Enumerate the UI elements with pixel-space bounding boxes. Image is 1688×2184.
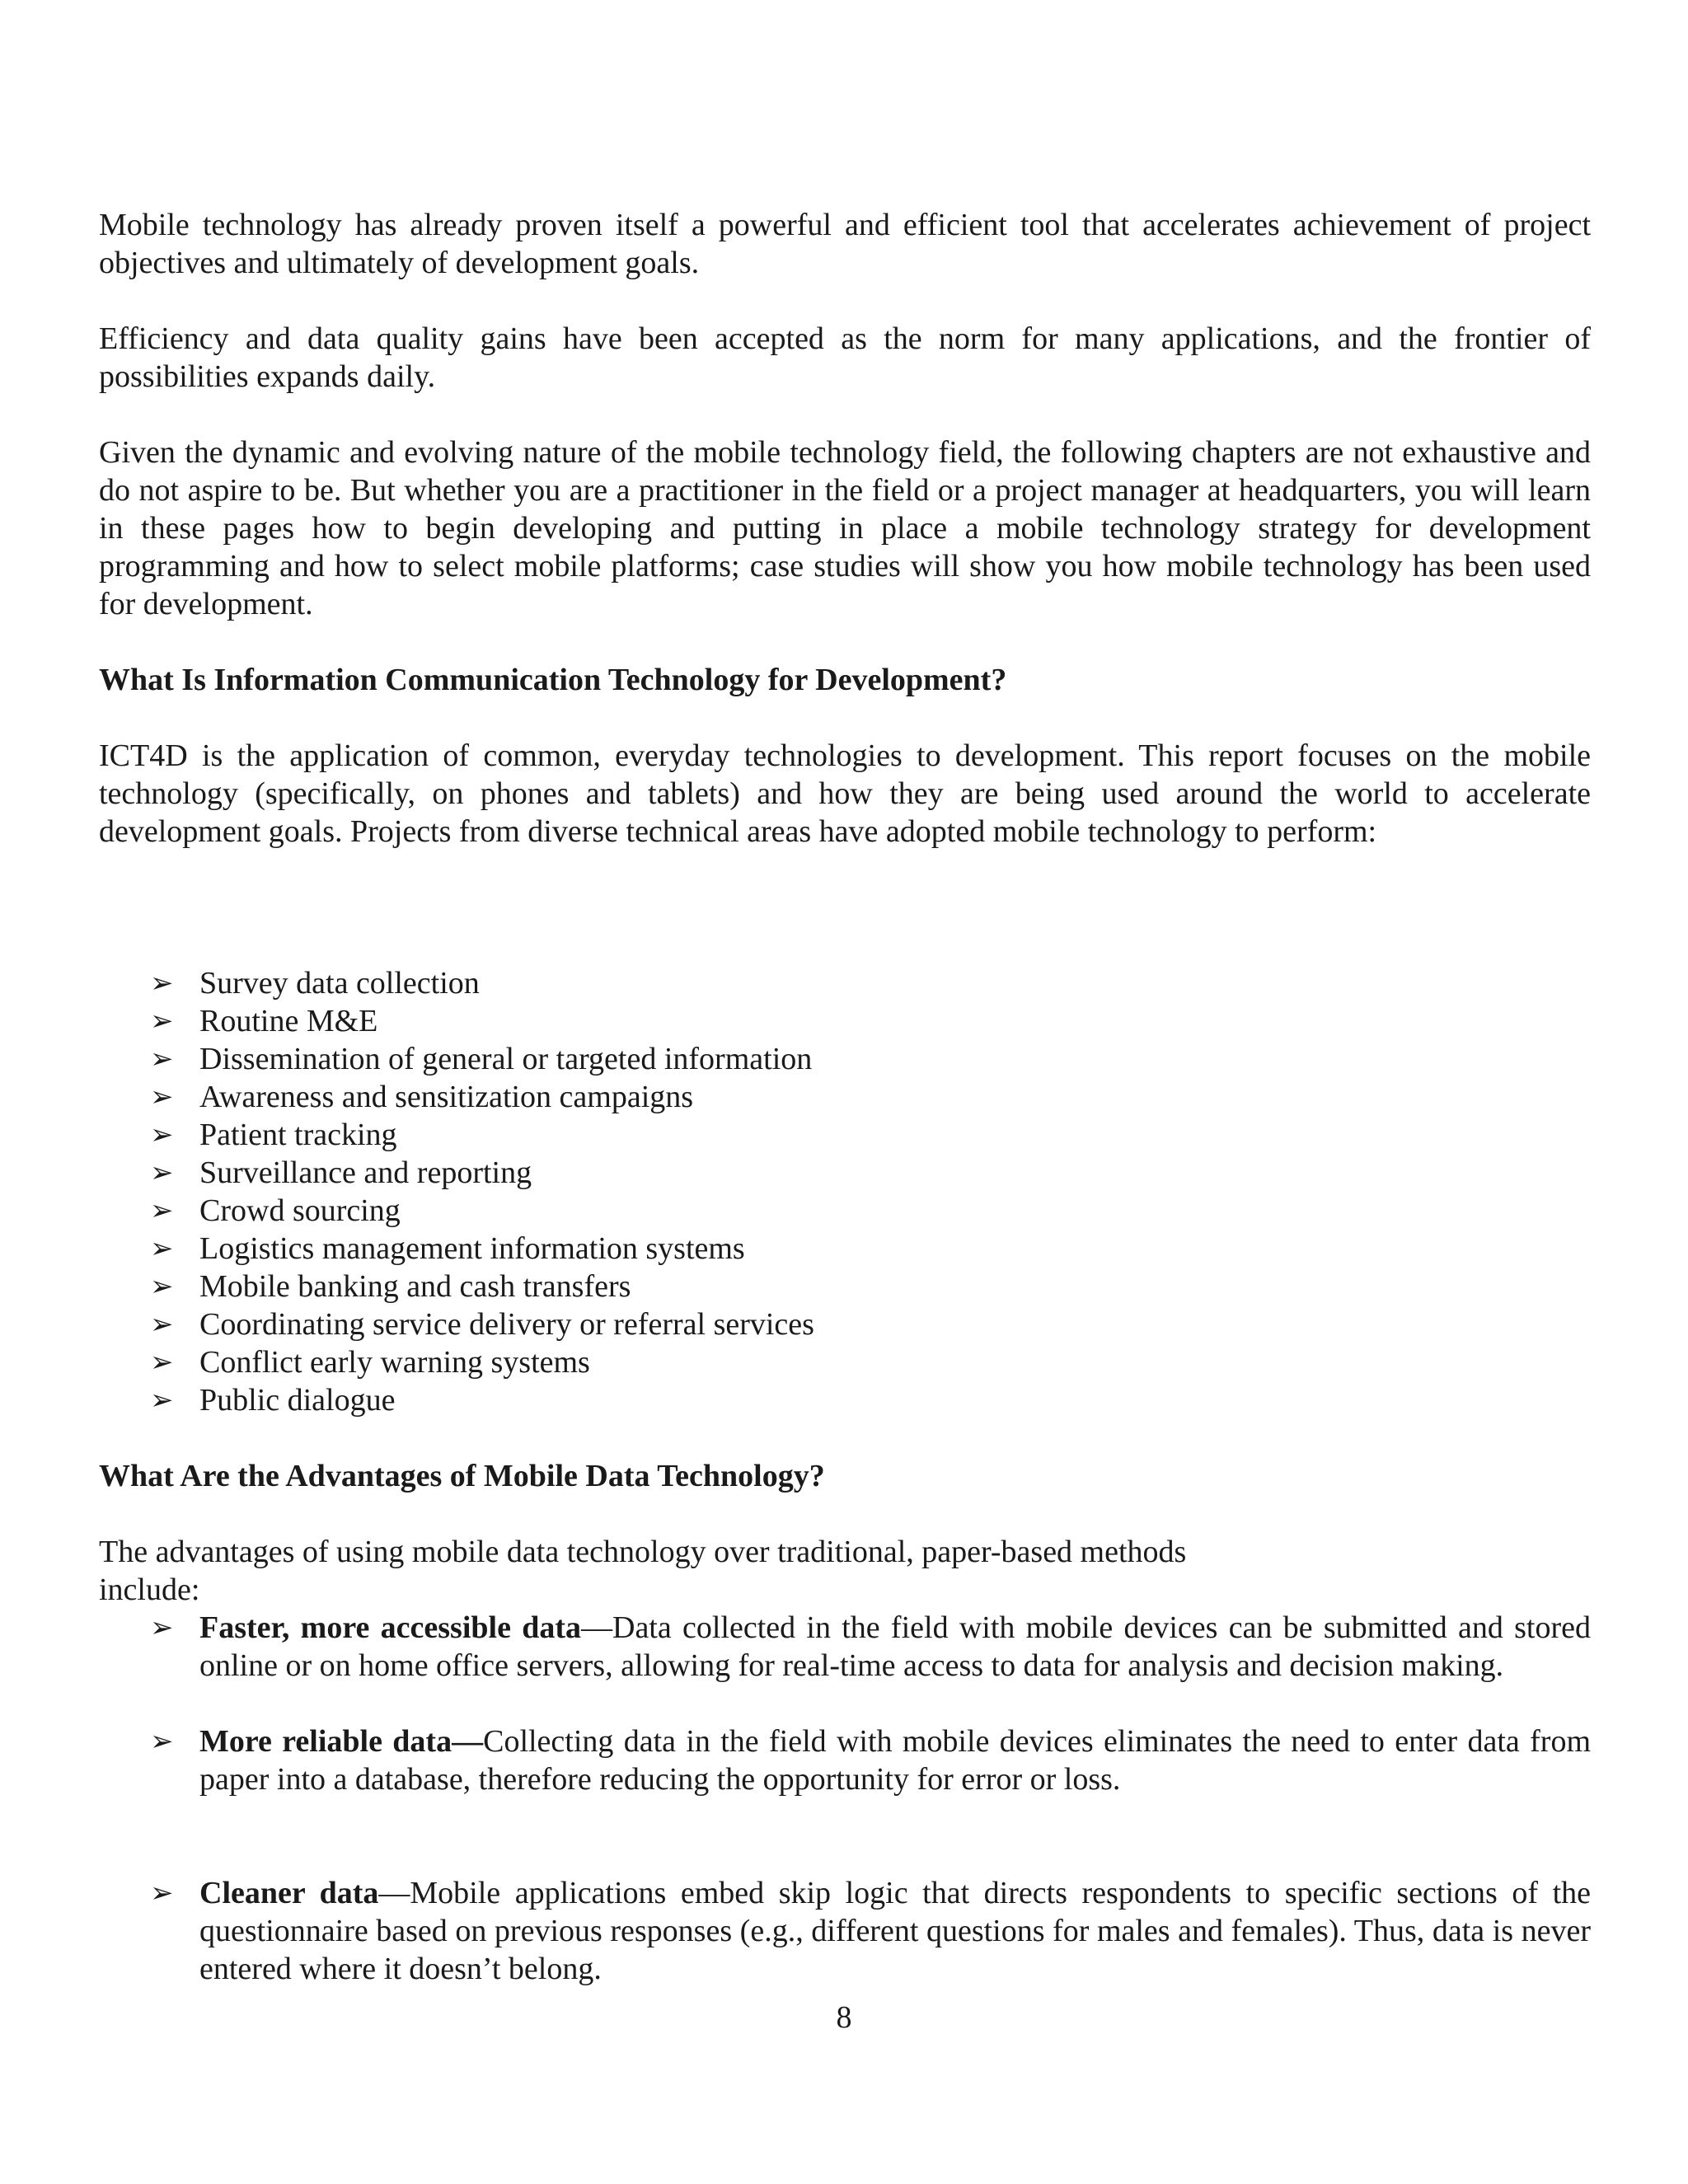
list-item: ➢ Crowd sourcing: [150, 1193, 401, 1228]
list-item: ➢ Public dialogue: [150, 1383, 396, 1418]
document-page: [99, 206, 1591, 1988]
arrow-bullet-icon: ➢: [150, 1005, 174, 1038]
section-heading-advantages: What Are the Advantages of Mobile Data Technology?: [99, 1459, 825, 1493]
arrow-bullet-icon: ➢: [150, 1725, 174, 1758]
arrow-bullet-icon: ➢: [150, 1156, 174, 1189]
ict4d-paragraph: ICT4D is the application of common, everyday technologies to development. This report focuses on the mobile technology (specifically, on phones and tablets) and how they are being used around the world to accelerate development goals. Projects from diverse technical areas have adopted mobile technology to perform:: [99, 738, 1591, 849]
arrow-bullet-icon: ➢: [150, 1194, 174, 1227]
advantage-text: Collecting data in the field with mobile devices eliminates the need to enter data from paper into a database, therefore reducing the opportunity for error or loss.: [199, 1724, 1592, 1797]
advantage-title: Faster, more accessible data: [199, 1610, 581, 1645]
uses-bullet-list: [99, 964, 1591, 1419]
advantage-item-faster: [150, 1609, 1591, 1685]
intro-paragraph-1: Mobile technology has already proven itself a powerful and efficient tool that accelerates achievement of project objectives and ultimately of development goals.: [99, 208, 1591, 280]
arrow-bullet-icon: ➢: [150, 1384, 174, 1417]
intro-paragraph-2: Efficiency and data quality gains have been accepted as the norm for many applications, and the frontier of possibilities expands daily.: [99, 321, 1591, 394]
list-item: ➢ Mobile banking and cash transfers: [150, 1269, 631, 1304]
list-item: ➢ Logistics management information systems: [150, 1231, 745, 1266]
list-item: ➢ Dissemination of general or targeted information: [150, 1042, 813, 1076]
advantage-title: More reliable data—: [199, 1724, 484, 1759]
advantages-intro-line-1: The advantages of using mobile data technology over traditional, paper-based methods: [99, 1535, 1187, 1569]
arrow-bullet-icon: ➢: [150, 1611, 174, 1644]
arrow-bullet-icon: ➢: [150, 967, 174, 1000]
arrow-bullet-icon: ➢: [150, 1346, 174, 1379]
arrow-bullet-icon: ➢: [150, 1308, 174, 1341]
advantage-text: —Data collected in the field with mobile devices can be submitted and stored online or on home office servers, allowing for real-time access to data for analysis and decision making.: [199, 1610, 1591, 1683]
list-item: ➢ Patient tracking: [150, 1118, 397, 1152]
arrow-bullet-icon: ➢: [150, 1877, 174, 1910]
arrow-bullet-icon: ➢: [150, 1080, 174, 1113]
spacer: [99, 1798, 1591, 1874]
page-number: 8: [836, 2000, 852, 2035]
spacer: [99, 888, 1591, 964]
spacer: [99, 1685, 1591, 1722]
advantage-text: —Mobile applications embed skip logic that directs respondents to specific sections of the questionnaire based on previous responses (e.g., different questions for males and females). Thus, data is never entered where it doesn’t belong.: [199, 1876, 1591, 1986]
advantage-item-cleaner: [150, 1874, 1591, 1988]
advantages-intro-line-2: include:: [99, 1572, 200, 1607]
arrow-bullet-icon: ➢: [150, 1118, 174, 1151]
list-item: ➢ Survey data collection: [150, 966, 480, 1001]
arrow-bullet-icon: ➢: [150, 1270, 174, 1303]
section-heading-ict4d: What Is Information Communication Technology for Development?: [99, 663, 1007, 697]
advantage-item-reliable: [150, 1722, 1591, 1798]
list-item: ➢ Routine M&E: [150, 1004, 378, 1038]
list-item: ➢ Conflict early warning systems: [150, 1345, 590, 1380]
intro-paragraph-3: Given the dynamic and evolving nature of the mobile technology field, the following chapters are not exhaustive and do not aspire to be. But whether you are a practitioner in the field or a project manager at headquarters, you will learn in these pages how to begin developing and putting in place a mobile technology strategy for development programming and how to select mobile platforms; case studies will show you how mobile technology has been used for development.: [99, 435, 1591, 621]
list-item: ➢ Surveillance and reporting: [150, 1155, 532, 1190]
arrow-bullet-icon: ➢: [150, 1232, 174, 1265]
list-item: ➢ Coordinating service delivery or referral services: [150, 1307, 814, 1342]
arrow-bullet-icon: ➢: [150, 1043, 174, 1076]
advantage-title: Cleaner data: [199, 1876, 379, 1910]
list-item: ➢ Awareness and sensitization campaigns: [150, 1080, 694, 1114]
